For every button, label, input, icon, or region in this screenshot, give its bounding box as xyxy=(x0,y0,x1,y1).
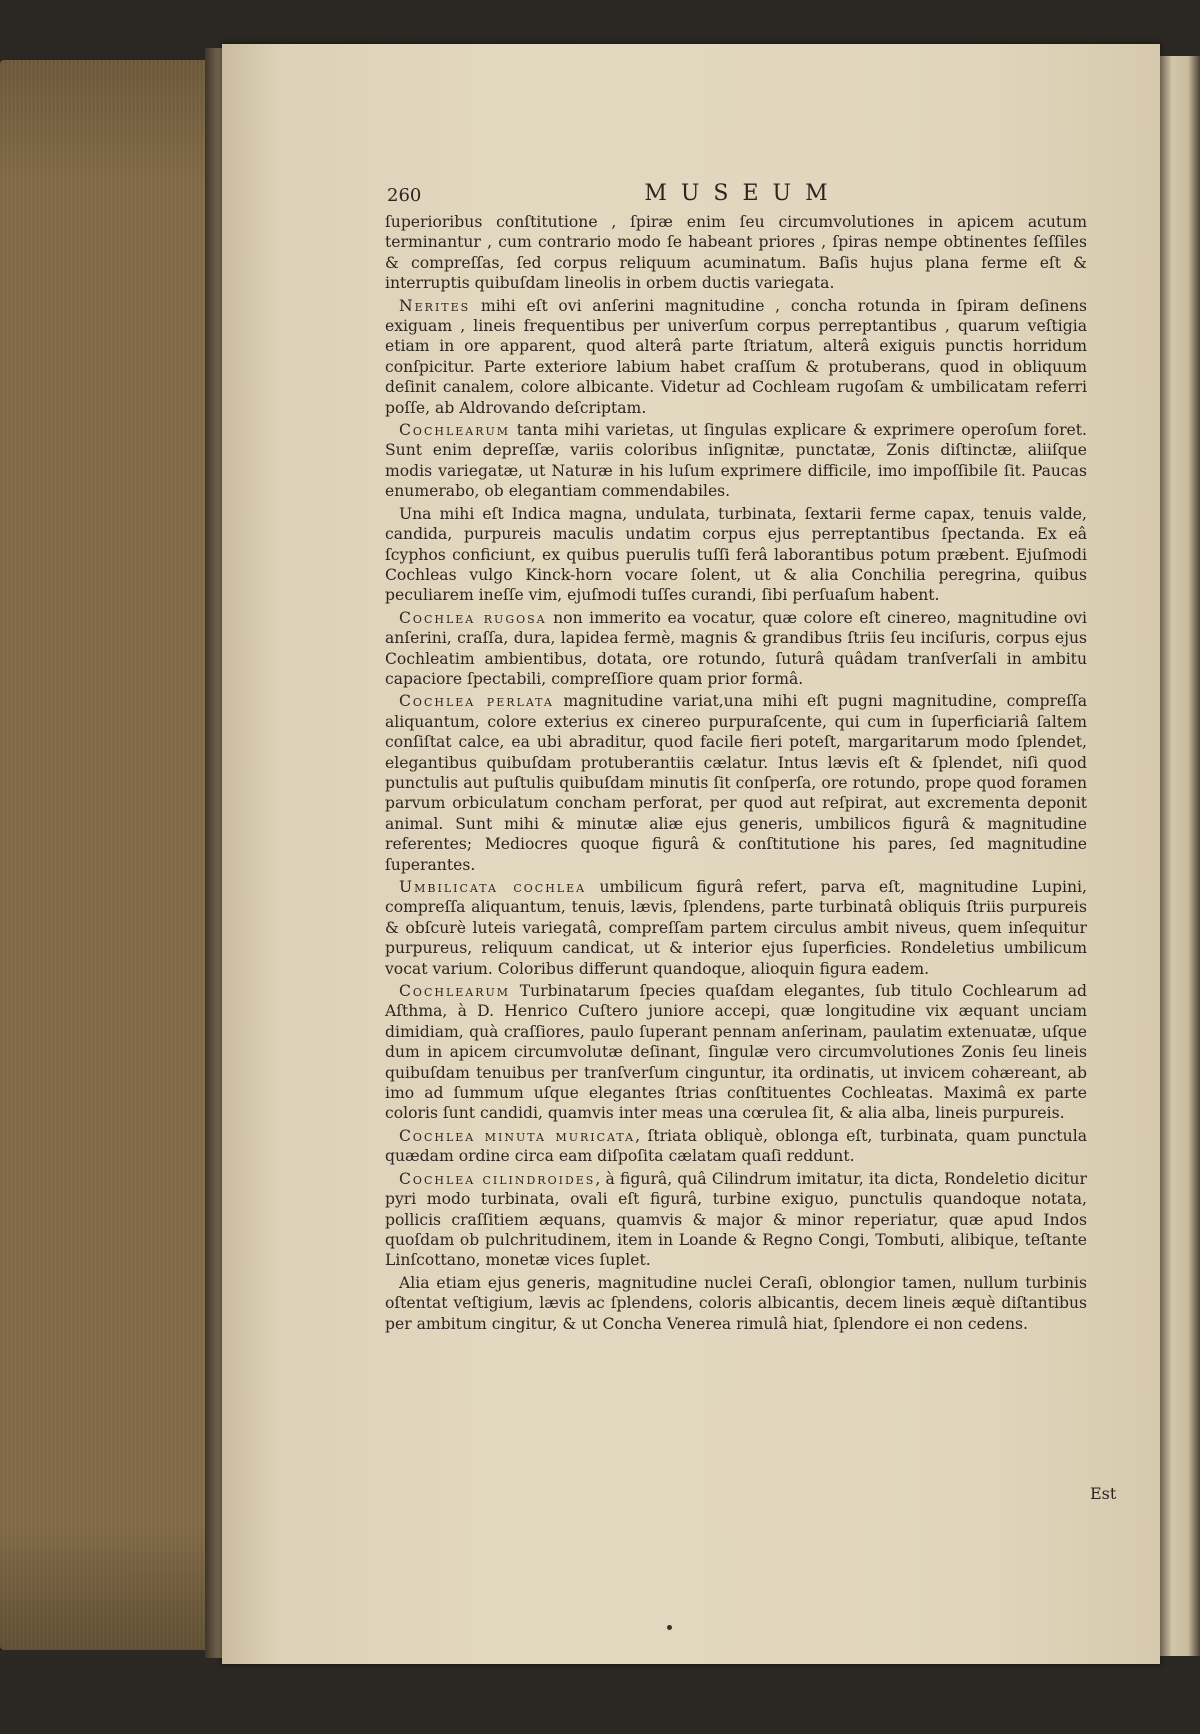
paragraph-text: non immerito ea vocatur, quæ colore eſt cinereo, magnitudine ovi anſerini, craſſa, dura, lapidea fermè, magnis & grandibus ſtriis ſeu inciſuris, corpus ejus Cochleatim ambientibus, dotata, ore rotundo, ſuturâ quâdam tranſverſali in ambitu capaciore ſpectabili, compreſſiore quam prior formâ. xyxy=(385,608,1088,688)
paragraph xyxy=(385,212,1087,294)
paragraph-text: , à figurâ, quâ Cilindrum imitatur, ita dicta, Rondeletio dicitur pyri modo turbinata, ovali eſt figurâ, turbine exiguo, punctulis quandoque notata, pollicis craſſitiem æquans, quamvis & major & minor reperiatur, quæ apud Indos quoſdam ob pulchritudinem, item in Loande & Regno Congi, Tombuti, alibique, teſtante Linſcottano, monetæ vices ſuplet. xyxy=(385,1169,1087,1270)
paragraph-text: magnitudine variat,una mihi eſt pugni magnitudine, compreſſa aliquantum, colore exterius ex cinereo purpuraſcente, qui cum in ſuperficiariâ ſaltem conſiſtat calce, ea ubi abraditur, quod facile fieri poteſt, margaritarum modo ſplendet, elegantibus quibuſdam protuberantiis cælatur. Intus lævis eſt & ſplendet, niſi quod punctulis aut puſtulis quibuſdam minutis ſit conſperſa, ore rotundo, prope quod foramen parvum orbiculatum concham perforat, per quod aut reſpirat, aut excrementa deponit animal. Sunt mihi & minutæ aliæ ejus generis, umbilicos figurâ & magnitudine referentes; Mediocres quoque figurâ & conſtitutione his pares, ſed magnitudine ſuperantes. xyxy=(385,692,1088,874)
paragraph xyxy=(385,296,1087,418)
paragraph-text: Alia etiam ejus generis, magnitudine nuclei Ceraſi, oblongior tamen, nullum turbinis oſtentat veſtigium, lævis ac ſplendens, coloris albicantis, decem lineis æquè diſtantibus per ambitum cingitur, & ut Concha Venerea rimulâ hiat, ſplendore ei non cedens. xyxy=(385,1273,1087,1333)
paragraph-text: , ſtriata obliquè, oblonga eſt, turbinata, quam punctula quædam ordine circa eam diſpoſita cælatam quaſi reddunt. xyxy=(385,1126,1088,1166)
paragraph xyxy=(385,877,1087,979)
paragraph xyxy=(385,1273,1087,1334)
paragraph-text: tanta mihi varietas, ut ſingulas explicare & exprimere operoſum foret. Sunt enim depreſſæ, variis coloribus inſignitæ, punctatæ, Zonis diſtinctæ, aliiſque modis variegatæ, ut Naturæ in his luſum exprimere difficile, imo impoſſibile ſit. Paucas enumerabo, ob elegantiam commendabiles. xyxy=(385,421,1087,501)
page-fore-edge xyxy=(0,60,215,1650)
paragraph xyxy=(385,981,1087,1124)
paragraph xyxy=(385,608,1087,690)
paragraph xyxy=(385,1169,1087,1271)
catchword: Est xyxy=(1090,1484,1117,1503)
paragraph-lead: Cochlea perlata xyxy=(399,692,554,711)
facing-page-edge xyxy=(1160,56,1200,1656)
signature-mark xyxy=(667,1625,672,1630)
paragraph-text: Una mihi eſt Indica magna, undulata, turbinata, ſextarii ferme capax, tenuis valde, candida, purpureis maculis undatim corpus ejus perreptantibus ſpectanda. Ex eâ ſcyphos conficiunt, ex quibus puerulis tuſſi ferâ laborantibus potum præbent. Ejuſmodi Cochleas vulgo Kinck-horn vocare ſolent, ut & alia Conchilia peregrina, quibus peculiarem ineſſe vim, ejuſmodi tuſſes curandi, ſibi perſuaſum habent. xyxy=(385,504,1087,605)
paragraph-text: ſuperioribus conſtitutione , ſpiræ enim ſeu circumvolutiones in apicem acutum terminantur , cum contrario modo ſe habeant priores , ſpiras nempe obtinentes ſeſſiles & compreſſas, ſed corpus reliquum acuminatum. Baſis hujus plana ferme eſt & interruptis quibuſdam lineolis in orbem ductis variegata. xyxy=(385,213,1087,293)
paragraph-text: umbilicum figurâ refert, parva eſt, magnitudine Lupini, compreſſa aliquantum, tenuis, lævis, ſplendens, parte turbinatâ obliquis ſtriis purpureis & obſcurè luteis variegatâ, compreſſam partem circulus ambit niveus, quem inſequitur purpureus, reliquum candicat, ut & interior ejus ſuperficies. Rondeletius umbilicum vocat varium. Coloribus differunt quandoque, alioquin figura eadem. xyxy=(385,878,1087,978)
paragraph xyxy=(385,504,1087,606)
paragraph-text: mihi eſt ovi anſerini magnitudine , concha rotunda in ſpiram deſinens exiguam , lineis frequentibus per univerſum corpus perreptantibus , quarum veſtigia etiam in ore apparent, quod alterâ parte ſtriatum, alterâ exiguis punctis horridum conſpicitur. Parte exteriore labium habet craſſum & protuberans, quod in obliquum deſinit canalem, colore albicante. Videtur ad Cochleam rugoſam & umbilicatam referri poſſe, ab Aldrovando deſcriptam. xyxy=(385,296,1087,417)
paragraph xyxy=(385,691,1087,875)
paragraph-lead: Nerites xyxy=(399,296,471,315)
running-title: MUSEUM xyxy=(644,181,842,206)
paragraph-lead: Cochlea cilindroides xyxy=(399,1169,596,1188)
page-number: 260 xyxy=(387,185,422,206)
paragraph-lead: Cochlea rugosa xyxy=(399,608,547,627)
paragraph-text: Turbinatarum ſpecies quaſdam elegantes, ſub titulo Cochlearum ad Aſthma, à D. Henrico Cuſtero juniore accepi, quæ longitudine vix æquant unciam dimidiam, quà craſſiores, paulo ſuperant pennam anſerinam, paulatim extenuatæ, uſque dum in apicem circumvolutæ deſinant, ſingulæ vero circumvolutiones Zonis ſeu lineis quibuſdam tenuibus per tranſverſum cinguntur, ita ordinatis, ut invicem cohæreant, ab imo ad ſummum uſque elegantes ſtrias conſtituentes Cochleatas. Maximâ ex parte coloris ſunt candidi, quamvis inter meas una cœrulea ſit, & alia alba, lineis purpureis. xyxy=(385,982,1087,1123)
paragraph-lead: Cochlea minuta muricata xyxy=(399,1126,636,1145)
paragraph-lead: Cochlearum xyxy=(399,421,511,440)
page-text-block xyxy=(385,181,1088,1336)
paragraph xyxy=(385,420,1087,502)
paragraph-lead: Umbilicata cochlea xyxy=(399,878,587,896)
paragraph-lead: Cochlearum xyxy=(399,982,511,1001)
paragraph xyxy=(385,1126,1087,1167)
running-head xyxy=(385,181,1087,212)
